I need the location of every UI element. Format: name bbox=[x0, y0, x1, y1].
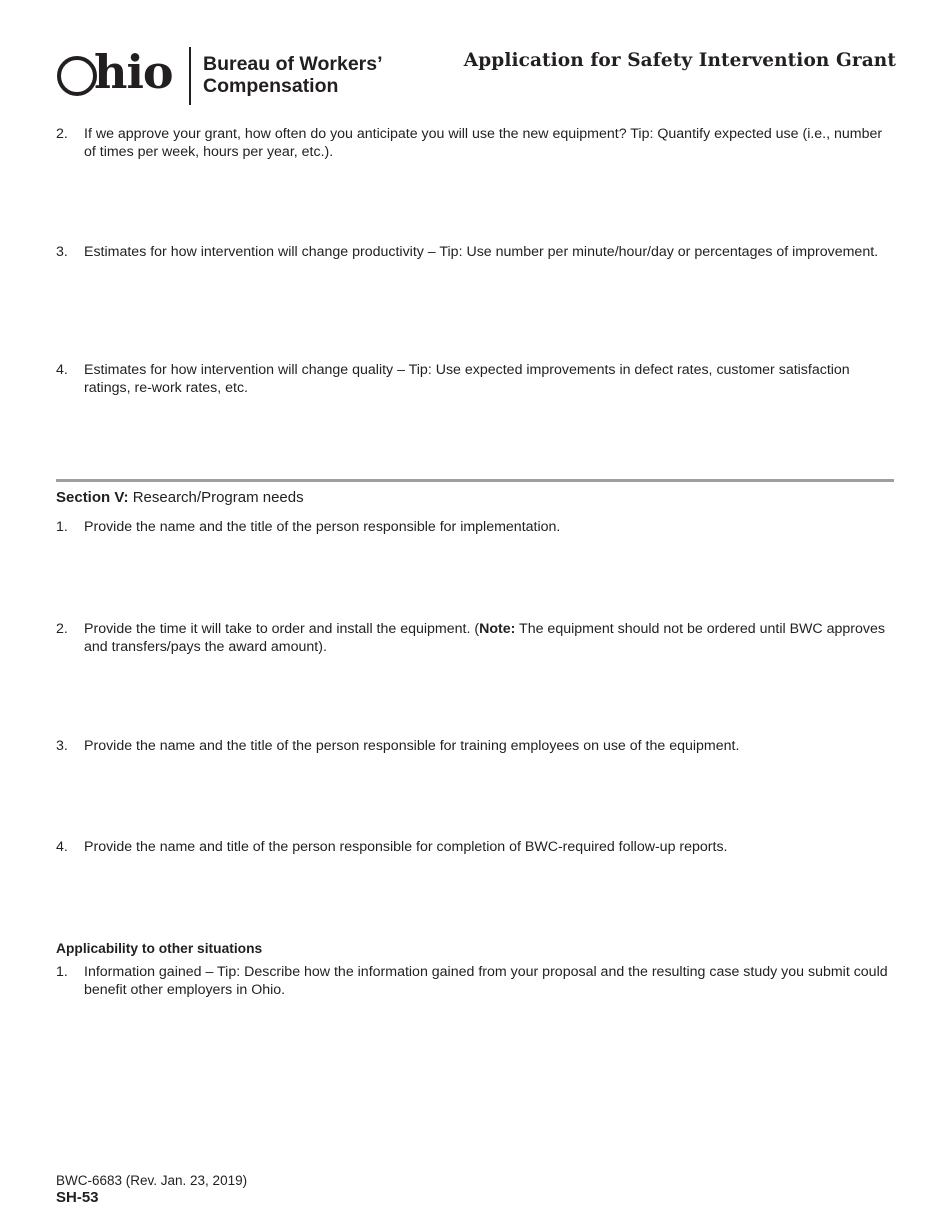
applicability-item-1 bbox=[56, 964, 896, 999]
form-number: SH-53 bbox=[56, 1189, 99, 1206]
page-header bbox=[56, 46, 896, 108]
section-v-title: Research/Program needs bbox=[132, 489, 304, 506]
logo-divider bbox=[189, 47, 191, 105]
bureau-name-line1: Bureau of Workers’ bbox=[203, 53, 383, 75]
section-iv-item-4 bbox=[56, 362, 896, 397]
item-number: 3. bbox=[56, 244, 68, 260]
ohio-logo-o-icon bbox=[57, 56, 97, 96]
item-text: Provide the name and the title of the person responsible for training employees on use of the equipment. bbox=[84, 738, 740, 754]
item-text: Estimates for how intervention will change productivity – Tip: Use number per minute/hour/day or percentages of improvement. bbox=[84, 244, 879, 260]
item-number: 4. bbox=[56, 362, 68, 378]
bureau-name-line2: Compensation bbox=[203, 75, 339, 97]
section-v-heading bbox=[56, 488, 304, 507]
item-number: 3. bbox=[56, 738, 68, 754]
section-v-label: Section V: bbox=[56, 489, 129, 506]
section-divider bbox=[56, 479, 894, 482]
section-v-item-4 bbox=[56, 839, 896, 857]
item-text: If we approve your grant, how often do you anticipate you will use the new equipment? Tip: Quantify expected use (i.e., number of times per week, hours per year, etc.). bbox=[84, 126, 883, 160]
section-v-item-2 bbox=[56, 621, 896, 656]
item-text bbox=[84, 621, 896, 656]
item-text: Provide the name and the title of the person responsible for implementation. bbox=[84, 519, 561, 535]
ohio-logo-text: hio bbox=[94, 45, 173, 99]
applicability-heading: Applicability to other situations bbox=[56, 941, 263, 956]
item-text: Information gained – Tip: Describe how the information gained from your proposal and the resulting case study you submit could benefit other employers in Ohio. bbox=[84, 964, 888, 998]
item-text: Estimates for how intervention will change quality – Tip: Use expected improvements in defect rates, customer satisfaction ratings, re-work rates, etc. bbox=[84, 362, 850, 396]
section-v-item-1 bbox=[56, 519, 896, 537]
item-text-after: The equipment should not be ordered until BWC approves and transfers/pays the award amount). bbox=[84, 621, 885, 655]
item-text-before: Provide the time it will take to order and install the equipment. ( bbox=[84, 621, 480, 637]
bureau-name bbox=[203, 53, 383, 97]
item-number: 1. bbox=[56, 964, 68, 980]
item-number: 1. bbox=[56, 519, 68, 535]
item-text: Provide the name and title of the person responsible for completion of BWC-required follow-up reports. bbox=[84, 839, 728, 855]
item-number: 4. bbox=[56, 839, 68, 855]
section-v-item-3 bbox=[56, 738, 896, 756]
item-number: 2. bbox=[56, 126, 68, 142]
section-iv-item-3 bbox=[56, 244, 896, 262]
item-number: 2. bbox=[56, 621, 68, 637]
section-iv-item-2 bbox=[56, 126, 896, 161]
note-label: Note: bbox=[479, 621, 516, 637]
form-revision-code: BWC-6683 (Rev. Jan. 23, 2019) bbox=[56, 1173, 248, 1188]
document-title: Application for Safety Intervention Grant bbox=[463, 50, 896, 71]
